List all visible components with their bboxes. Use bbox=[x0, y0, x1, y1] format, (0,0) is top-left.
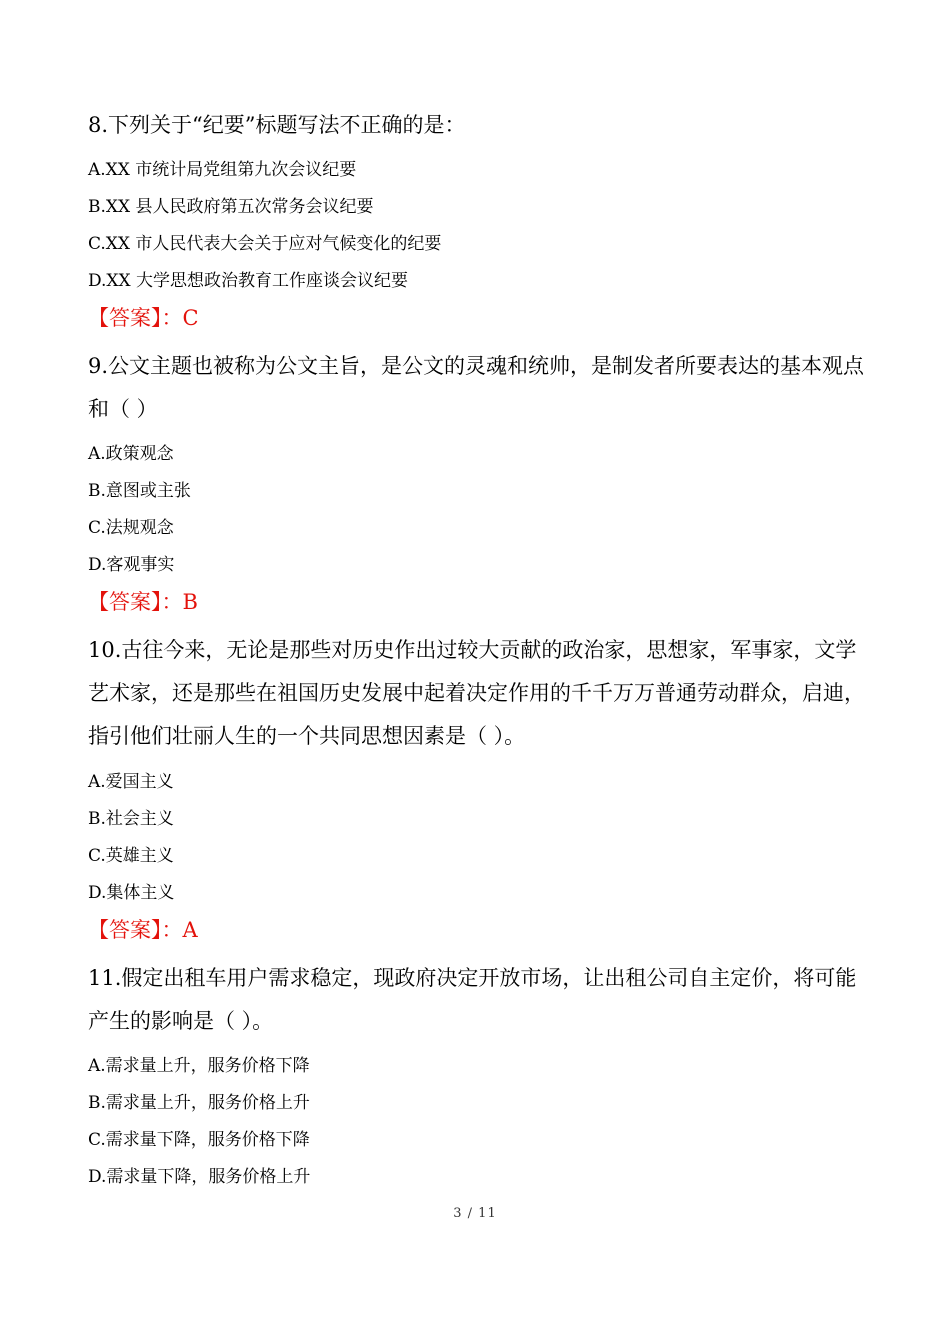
question-10-stem: 10.古往今来，无论是那些对历史作出过较大贡献的政治家，思想家，军事家，文学艺术家，还是那些在祖国历史发展中起着决定作用的千千万万普通劳动群众，启迪，指引他们壮丽人生的一个共同思想因素是（ ）。 bbox=[88, 638, 865, 748]
question-11-option-b: B.需求量上升，服务价格上升 bbox=[88, 1093, 310, 1113]
question-11-stem: 11.假定出租车用户需求稳定，现政府决定开放市场，让出租公司自主定价，将可能产生的影响是（ ）。 bbox=[88, 966, 857, 1033]
question-8-option-a: A.XX 市统计局党组第九次会议纪要 bbox=[88, 160, 357, 180]
question-8-option-c: C.XX 市人民代表大会关于应对气候变化的纪要 bbox=[88, 234, 442, 254]
question-10-answer: 【答案】：A bbox=[88, 918, 198, 942]
question-8-option-d: D.XX 大学思想政治教育工作座谈会议纪要 bbox=[88, 271, 409, 291]
question-9-option-a: A.政策观念 bbox=[88, 444, 174, 464]
question-10-option-a: A.爱国主义 bbox=[88, 772, 174, 792]
question-9-option-b: B.意图或主张 bbox=[88, 481, 191, 501]
question-11-option-d: D.需求量下降，服务价格上升 bbox=[88, 1167, 311, 1187]
question-9-option-c: C.法规观念 bbox=[88, 518, 174, 538]
page-number: 3 / 11 bbox=[453, 1206, 497, 1221]
question-11-option-c: C.需求量下降，服务价格下降 bbox=[88, 1130, 310, 1150]
question-10-option-b: B.社会主义 bbox=[88, 809, 174, 829]
question-10-option-c: C.英雄主义 bbox=[88, 846, 174, 866]
question-8-answer: 【答案】：C bbox=[88, 306, 199, 330]
question-9-answer: 【答案】：B bbox=[88, 590, 198, 614]
question-11-option-a: A.需求量上升，服务价格下降 bbox=[88, 1056, 310, 1076]
question-8-option-b: B.XX 县人民政府第五次常务会议纪要 bbox=[88, 197, 374, 217]
question-10-option-d: D.集体主义 bbox=[88, 883, 175, 903]
question-9-option-d: D.客观事实 bbox=[88, 555, 175, 575]
question-8-stem: 8.下列关于“纪要”标题写法不正确的是： bbox=[88, 113, 466, 137]
question-9-stem: 9.公文主题也被称为公文主旨，是公文的灵魂和统帅，是制发者所要表达的基本观点和（ ） bbox=[88, 354, 865, 421]
